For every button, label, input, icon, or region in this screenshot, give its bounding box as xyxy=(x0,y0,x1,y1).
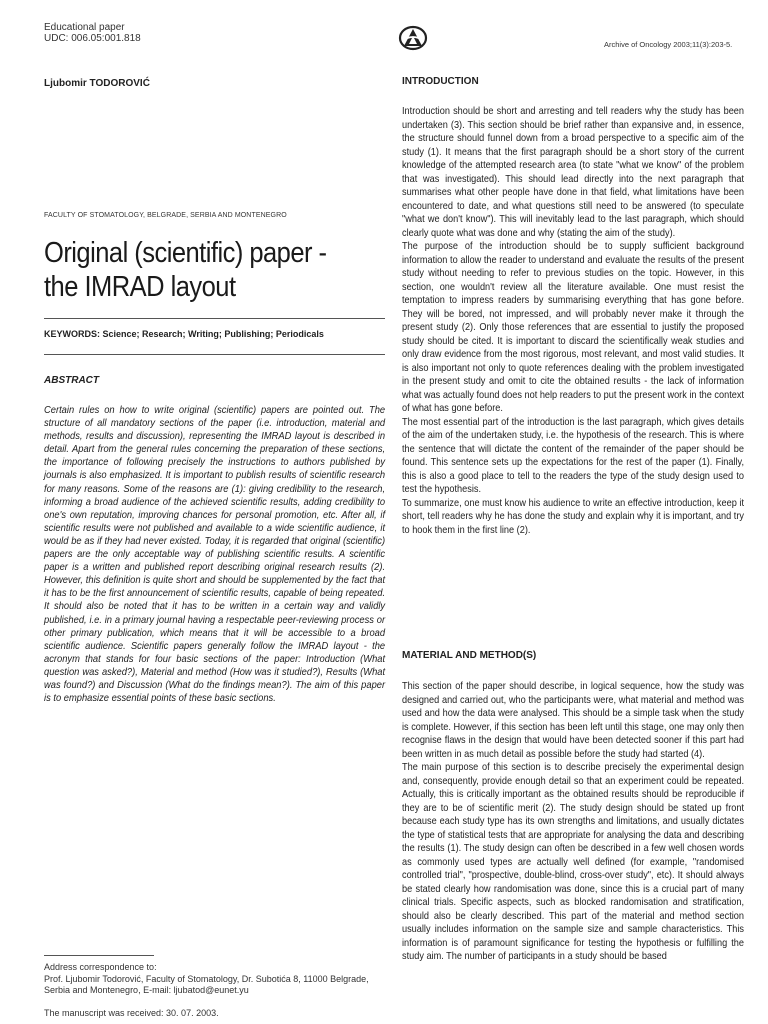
paragraph: The main purpose of this section is to describe precisely the experimental design and, consequently, provide enough detail so that an experiment could be repeated. Actually, this is critically important as the obtained results should be reproducible if they are to be of scientific merit (2). The study design should be stated up front because each study type has its own strengths and limitations, and usually dictates the type of statistical tests that are appropriate for analysing the data and describing the results (1). The study design can often be described in a few well chosen words as commonly used types are actually well defined (for example, "randomised controlled trial", "prospective, double-blind, cross-over study", etc). It should always be stated clearly how randomisation was done, since this is a crucial part of many clinical trials. Specific aspects, such as blocked randomisation and stratification, should also be clearly described. This part of the material and method section usually includes information on the sample size and sample characteristics. This information is of paramount significance for testing the hypothesis or fulfilling the study aim. The number of participants in a study should be based xyxy=(402,762,744,962)
paragraph: To summarize, one must know his audience to write an effective introduction, keep it short, tell readers why he has done the study and explain why it is important, and try to hook them in the first line (2). xyxy=(402,497,744,536)
journal-reference: Archive of Oncology 2003;11(3):203-5. xyxy=(604,40,733,49)
received-date: The manuscript was received: 30. 07. 2003. xyxy=(44,1008,219,1018)
journal-logo-icon xyxy=(398,24,428,52)
paragraph: Introduction should be short and arresting and tell readers why the study has been undertaken (3). This section should be brief rather than expansive and, in essence, the structure should funnel down from a broad perspective to a specific aim of the study (1). It means that the first paragraph should be a short story of the current knowledge of the attempted research area (to state "what we know" of the problem that was investigated). This should lead directly into the next paragraph that summarises what other people have done in that field, what limitations have been encountered to date, and what questions still need to be answered (to speculate "what we don't know"). This will inevitably lead to the last paragraph, which should clearly quote what was done and why (stating the aim of the study). xyxy=(402,106,744,239)
keywords: KEYWORDS: Science; Research; Writing; Publishing; Periodicals xyxy=(44,329,324,339)
divider xyxy=(44,318,385,319)
correspondence-details: Prof. Ljubomir Todorović, Faculty of Stomatology, Dr. Subotića 8, 11000 Belgrade, Serbia and Montenegro, E-mail: ljubatod@eunet.yu xyxy=(44,973,369,995)
introduction-heading: INTRODUCTION xyxy=(402,76,479,87)
paper-header xyxy=(44,22,141,44)
paragraph: The most essential part of the introduction is the last paragraph, which gives details of the aim of the undertaken study, i.e. the hypothesis of the research. This is where the sentence that will dictate the content of the remainder of the paper should be found. This sentence sets up the expectations for the rest of the paper (1). Finally, this is also a good place to tell to the readers the type of the study design used to test the hypothesis. xyxy=(402,416,744,495)
author-name: Ljubomir TODOROVIĆ xyxy=(44,78,150,89)
correspondence-label: Address correspondence to: xyxy=(44,962,157,972)
udc-code: UDC: 006.05:001.818 xyxy=(44,33,141,44)
affiliation: FACULTY OF STOMATOLOGY, BELGRADE, SERBIA AND MONTENEGRO xyxy=(44,212,287,219)
paragraph: The purpose of the introduction should be to supply sufficient background information to allow the reader to understand and evaluate the results of the present study without needing to refer to previous studies on the topic. However, in this section, one wouldn't review all the literature available. One must resist the temptation to impress readers by summarising everything that has gone before. They will be bored, not impressed, and will probably never make it through the present study (2). Only those references that are essential to justify the proposed study should be cited. It is important to discard the scientifically weak studies and only draw evidence from the most rigorous, most relevant, and most valid studies. It is also important not only to quote references dealing with the problem investigated in the present study and omit to cite the obtained results - the lack of information what was actually found does not help readers to put the present work in the context of what has gone before. xyxy=(402,241,744,414)
paragraph: This section of the paper should describe, in logical sequence, how the study was designed and carried out, who the participants were, what material and method was used and how the data were analysed. This should be a simple task when the study is complete. However, if this section has been left until this stage, one may only then recognise flaws in the design that would have been detected sooner if this part had been written in as much detail as possible before the study had started (4). xyxy=(402,681,744,760)
abstract-heading: ABSTRACT xyxy=(44,375,99,386)
paper-title: Original (scientific) paper - the IMRAD layout xyxy=(44,237,327,303)
divider xyxy=(44,354,385,355)
correspondence-address xyxy=(44,962,389,997)
methods-body xyxy=(402,680,744,964)
methods-heading: MATERIAL AND METHOD(S) xyxy=(402,650,537,661)
abstract-text: Certain rules on how to write original (scientific) papers are pointed out. The structure of all mandatory sections of the paper (i.e. introduction, material and methods, results and discussion), representing the IMRAD layout is described in detail. Apart from the general rules concerning the preparation of these sections, the importance of following precisely the instructions to authors published by journals is also emphasized. It is important to publish results of scientific research for many reasons. Some of the reasons are (1): giving credibility to the research, informing a broad audience of the achieved scientific results, adding credibility to one's own reputation, improving chances for personal promotion, etc. After all, if scientific results were not published and available to a wide scientific audience, it would be as if they had never existed. Today, it is regarded that original (scientific) papers are the only acceptable way of publishing scientific results. A scientific paper is a written and published report describing original research results (2). However, this definition is quite short and should be supplemented by the fact that it has to be the first announcement of scientific results, capable of being repeated. It should also be noted that it has to be written in a certain way and validly published, i.e. in a primary journal having a respectable peer-reviewing process or other primary publication, which means that it will be accessible to a broad scientific audience. Scientific papers generally follow the IMRAD layout - the acronym that stands for four basic sections of the paper: Introduction (What question was asked?), Material and method (How was it studied?), Results (What was found?) and Discussion (What do the findings mean?). The aim of this paper is to emphasize essential points of these basic sections. xyxy=(44,405,386,705)
footnote-divider xyxy=(44,955,154,956)
paper-type-label: Educational paper xyxy=(44,22,125,33)
introduction-body xyxy=(402,105,744,537)
